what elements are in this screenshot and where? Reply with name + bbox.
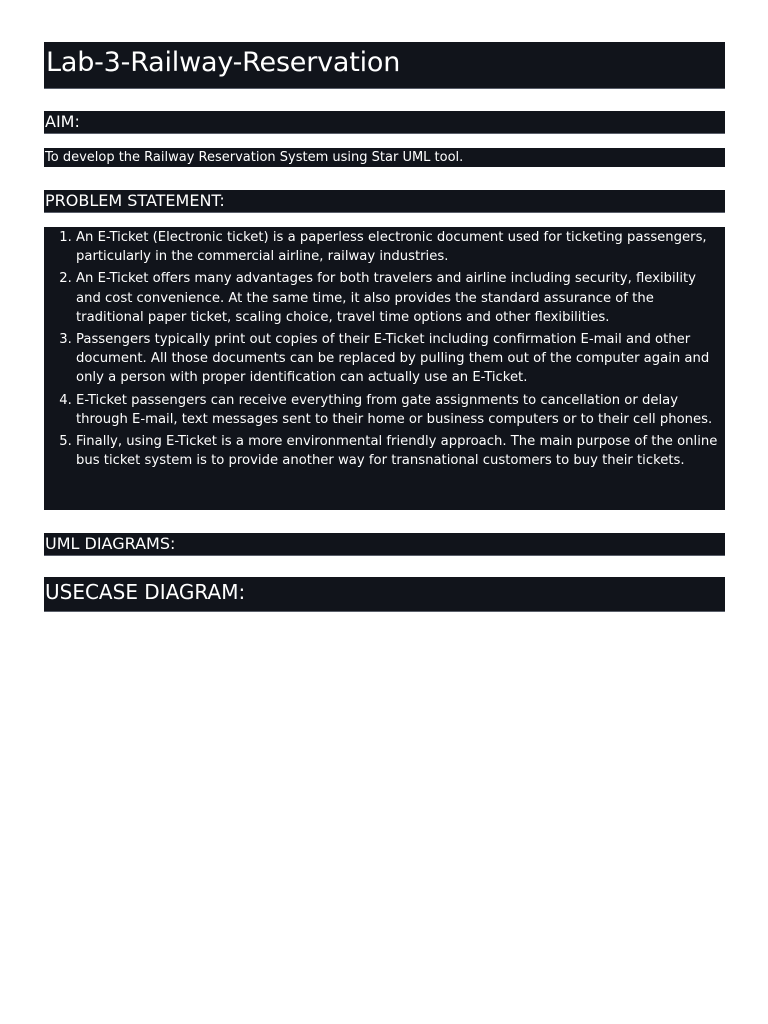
problem-statement-list [44, 228, 725, 473]
list-item: 4. E-Ticket passengers can receive everything from gate assignments to cancellation or delay through E-mail, text messages sent to their home or business computers or to their cell phones. [76, 391, 721, 429]
title-underline [44, 88, 725, 89]
usecase-diagram-heading: USECASE DIAGRAM: [44, 577, 725, 611]
problem-statement-heading: PROBLEM STATEMENT: [44, 190, 725, 212]
aim-heading: AIM: [44, 111, 725, 133]
problem-statement-underline [44, 212, 725, 213]
page-title: Lab-3-Railway-Reservation [44, 42, 725, 88]
uml-underline [44, 555, 725, 556]
list-item: 1. An E-Ticket (Electronic ticket) is a paperless electronic document used for ticketing passengers, particularly in the commercial airline, railway industries. [76, 228, 721, 266]
usecase-underline [44, 611, 725, 612]
problem-statement-list-block [44, 227, 725, 510]
uml-diagrams-heading: UML DIAGRAMS: [44, 533, 725, 555]
list-item: 3. Passengers typically print out copies of their E-Ticket including confirmation E-mail and other document. All those documents can be replaced by pulling them out of the computer again and only a person with proper identification can actually use an E-Ticket. [76, 330, 721, 388]
list-item: 2. An E-Ticket offers many advantages for both travelers and airline including security, flexibility and cost convenience. At the same time, it also provides the standard assurance of the traditional paper ticket, scaling choice, travel time options and other flexibilities. [76, 269, 721, 327]
list-item: 5. Finally, using E-Ticket is a more environmental friendly approach. The main purpose of the online bus ticket system is to provide another way for transnational customers to buy their tickets. [76, 432, 721, 470]
aim-text: To develop the Railway Reservation System using Star UML tool. [44, 148, 725, 167]
aim-underline [44, 133, 725, 134]
